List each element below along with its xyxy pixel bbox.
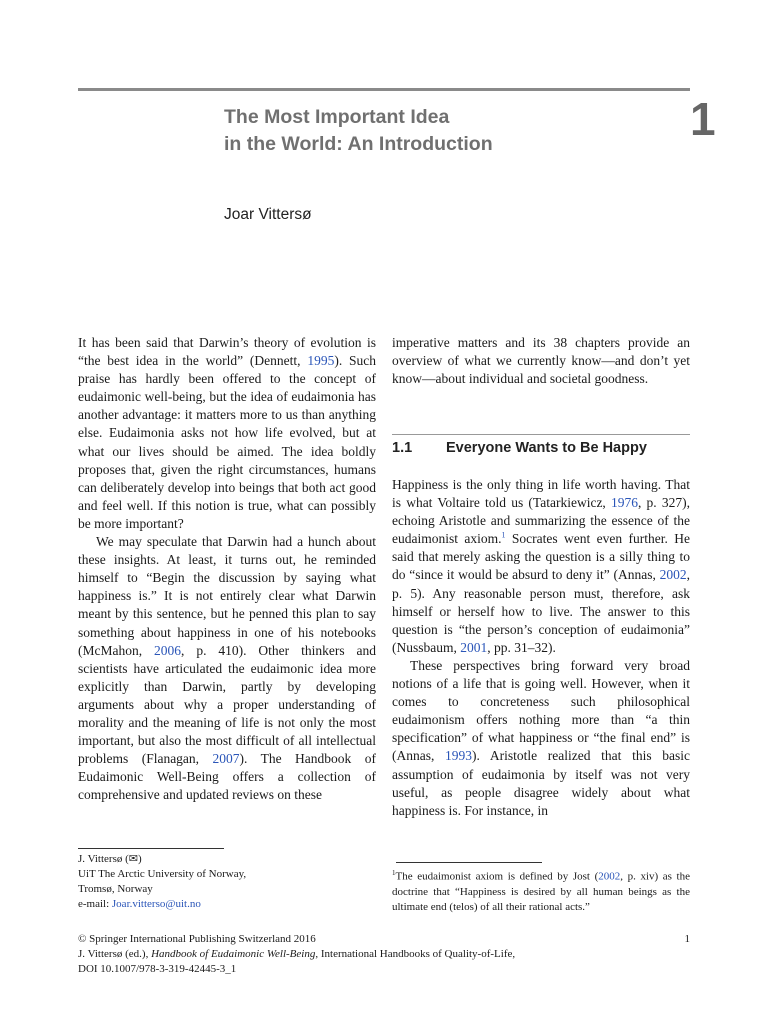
footnote: $^1$The eudaimonist axiom is defined by Jost (2002, p. xiv) as the doctrine that “Happiness is desired by all human beings as the ultimate end (telos) of all their rational acts.”	[392, 869, 690, 913]
doi: DOI 10.1007/978-3-319-42445-3_1	[78, 963, 237, 975]
top-rule	[78, 88, 690, 91]
section-number: 1.1	[392, 440, 413, 456]
citation-link[interactable]: 2006	[154, 642, 182, 658]
copyright: © Springer International Publishing Switzerland 2016	[78, 933, 316, 945]
email-link[interactable]: Joar.vitterso@uit.no	[111, 898, 201, 910]
right-column-top	[392, 334, 690, 388]
chapter-number: 1	[690, 93, 716, 145]
citation-link[interactable]: 1993	[445, 748, 473, 764]
chapter-title-line1: The Most Important Idea	[224, 106, 450, 128]
affiliation-name: J. Vittersø (✉)	[78, 853, 142, 865]
citation-link[interactable]: 2002	[598, 870, 621, 883]
paragraph: We may speculate that Darwin had a hunch about these insights. At least, it turns out, he reminded himself to “Begin the discussion by saying what happiness is.” It is not entirely clear what Darwin meant by this sentence, but he penned this plan to say something about happiness in one of his notebooks (McMahon, 2006, p. 410). Other thinkers and scientists have articulated the eudaimonic idea more explicitly than Darwin, partly by developing arguments about why a proper understanding of morality and the meaning of life is not only the most important, but also the most difficult of all intellectual problems (Flanagan, 2007). The Handbook of Eudaimonic Well-Being offers a collection of comprehensive and updated reviews on these	[78, 534, 376, 803]
paragraph: It has been said that Darwin’s theory of evolution is “the best idea in the world” (Dennett, 1995). Such praise has hardly been offered to the concept of eudaimonic well-being, but the idea of eudaimonia has another advantage: it matters more to us than anything else. Eudaimonia asks not how life evolved, but at what our lives should be aimed. The idea boldly proposes that, given the right circumstances, humans can deliberately develop into beings that both act good and feel well. If this notion is true, what can possibly be more important?	[78, 335, 376, 531]
chapter-title-line2: in the World: An Introduction	[224, 133, 493, 155]
affiliation-location: Tromsø, Norway	[78, 883, 153, 895]
author-name: Joar Vittersø	[224, 206, 312, 223]
book-title: Handbook of Eudaimonic Well-Being	[151, 948, 316, 960]
page-footer	[78, 932, 690, 977]
paragraph: These perspectives bring forward very broad notions of a life that is going well. However, when it comes to concreteness such philosophical eudaimonism offers nothing more than “a thin specification” of what happiness or “the final end” is (Annas, 1993). Aristotle realized that this basic assumption of eudaimonia by itself was not very useful, as people disagree widely about what happiness is. For instance, in	[392, 657, 690, 818]
page-number: 1	[684, 933, 690, 945]
section-title: Everyone Wants to Be Happy	[446, 440, 647, 456]
right-column	[392, 476, 690, 820]
footnote-rule	[396, 862, 542, 863]
affiliation-rule	[78, 848, 224, 849]
section-heading	[392, 440, 690, 456]
citation-link[interactable]: 2007	[212, 751, 240, 767]
citation-link[interactable]: 1995	[307, 353, 335, 369]
paragraph: Happiness is the only thing in life worth having. That is what Voltaire told us (Tatarkiewicz, 1976, p. 327), echoing Aristotle and summarizing the essence of the eudaimonist axiom.$^1$ Socrates went even further. He said that merely asking the question is a silly thing to do “since it would be absurd to deny it” (Annas, 2002, p. 5). Any reasonable person must, therefore, ask himself or herself how to live. The answer to this question is “the person’s conception of eudaimonia” (Nussbaum, 2001, pp. 31–32).	[392, 477, 691, 655]
chapter-title	[224, 104, 493, 158]
affiliation-email-line: e-mail: Joar.vitterso@uit.no	[78, 898, 201, 910]
footnote-number: 1	[392, 869, 396, 877]
citation-link[interactable]: 2001	[460, 639, 488, 655]
citation-link[interactable]: 2002	[659, 567, 687, 583]
footnote-marker[interactable]: 1	[501, 530, 506, 540]
section-rule	[392, 434, 690, 435]
left-column	[78, 334, 376, 804]
affiliation	[78, 852, 378, 912]
citation-link[interactable]: 1976	[611, 495, 638, 511]
paragraph: imperative matters and its 38 chapters provide an overview of what we currently know—and don’t yet know—about individual and societal goodness.	[392, 335, 690, 387]
affiliation-institution: UiT The Arctic University of Norway,	[78, 868, 247, 880]
citation-line: J. Vittersø (ed.), Handbook of Eudaimonic Well-Being, International Handbooks of Quality-of-Life,	[78, 948, 516, 960]
